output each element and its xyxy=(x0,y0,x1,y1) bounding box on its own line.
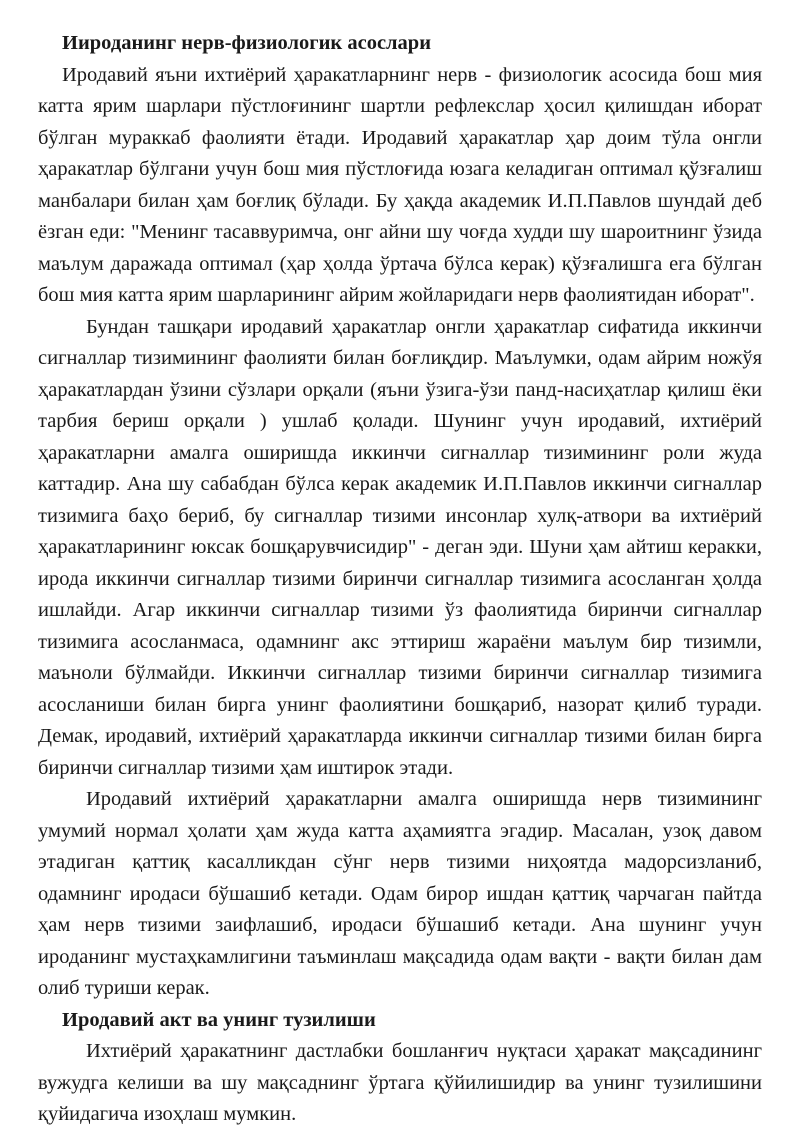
paragraph: Бундан ташқари иродавий ҳаракатлар онгли ҳаракатлар сифатида иккинчи сигналлар тизимининг фаолияти билан боғлиқдир. Маълумки, одам айрим ножўя ҳаракатлардан ўзини сўзлари орқали (яъни ўзига-ўзи панд-насиҳатлар қилиш ёки тарбия бериш орқали ) ушлаб қолади. Шунинг учун иродавий, ихтиёрий ҳаракатларни амалга оширишда иккинчи сигналлар тизимининг роли жуда каттадир. Ана шу сабабдан бўлса керак академик И.П.Павлов иккинчи сигналлар тизимига баҳо бериб, бу сигналлар тизими инсонлар хулқ-атвори ва ихтиёрий ҳаракатларининг юксак бошқарувчисидир" - деган эди. Шуни ҳам айтиш керакки, ирода иккинчи сигналлар тизими биринчи сигналлар тизимига асосланган ҳолда ишлайди. Агар иккинчи сигналлар тизими ўз фаолиятида биринчи сигналлар тизимига асосланмаса, одамнинг акс эттириш жараёни маълум бир тизимли, маъноли бўлмайди. Иккинчи сигналлар тизими биринчи сигналлар тизимига асосланиши билан бирга унинг фаолиятини бошқариб, назорат қилиб туради. Демак, иродавий, ихтиёрий ҳаракатларда иккинчи сигналлар тизими билан бирга биринчи сигналлар тизими ҳам иштирок этади. xyxy=(38,315,762,779)
section-heading: Иродавий акт ва унинг тузилиши xyxy=(62,1008,376,1031)
paragraph: Ихтиёрий ҳаракатнинг дастлабки бошланғич нуқтаси ҳаракат мақсадининг вужудга келиши ва шу мақсаднинг ўртага қўйилишидир ва унинг тузилишини қуйидагича изоҳлаш мумкин. xyxy=(38,1040,762,1125)
paragraph: Иродавий ихтиёрий ҳаракатларни амалга оширишда нерв тизимининг умумий нормал ҳолати ҳам жуда катта аҳамиятга эгадир. Масалан, узоқ давом этадиган қаттиқ касалликдан сўнг нерв тизими ниҳоятда мадорсизланиб, одамнинг иродаси бўшашиб кетади. Одам бирор ишдан қаттиқ чарчаган пайтда ҳам нерв тизими заифлашиб, иродаси бўшашиб кетади. Ана шунинг учун ироданинг мустаҳкамлигини таъминлаш мақсадида одам вақти - вақти билан дам олиб туриши керак. xyxy=(38,788,762,999)
section-heading: Иироданинг нерв-физиологик асослари xyxy=(62,32,432,54)
document-page xyxy=(38,28,762,1131)
paragraph: Иродавий яъни ихтиёрий ҳаракатларнинг нерв - физиологик асосида бош мия катта ярим шарлари пўстлоғининг шартли рефлекслар ҳосил қилишдан иборат бўлган мураккаб фаолияти ётади. Иродавий ҳаракатлар ҳар доим тўла онгли ҳаракатлар бўлгани учун бош мия пўстлоғида юзага келадиган оптимал қўзғалиш манбалари билан ҳам боғлиқ бўлади. Бу ҳақда академик И.П.Павлов шундай деб ёзган еди: "Менинг тасаввуримча, онг айни шу чоғда худди шу шароитнинг ўзида маълум даражада оптимал (ҳар ҳолда ўртача бўлса керак) қўзғалишга ега бўлган бош мия катта ярим шарларининг айрим жойларидаги нерв фаолиятидан иборат". xyxy=(38,63,762,306)
